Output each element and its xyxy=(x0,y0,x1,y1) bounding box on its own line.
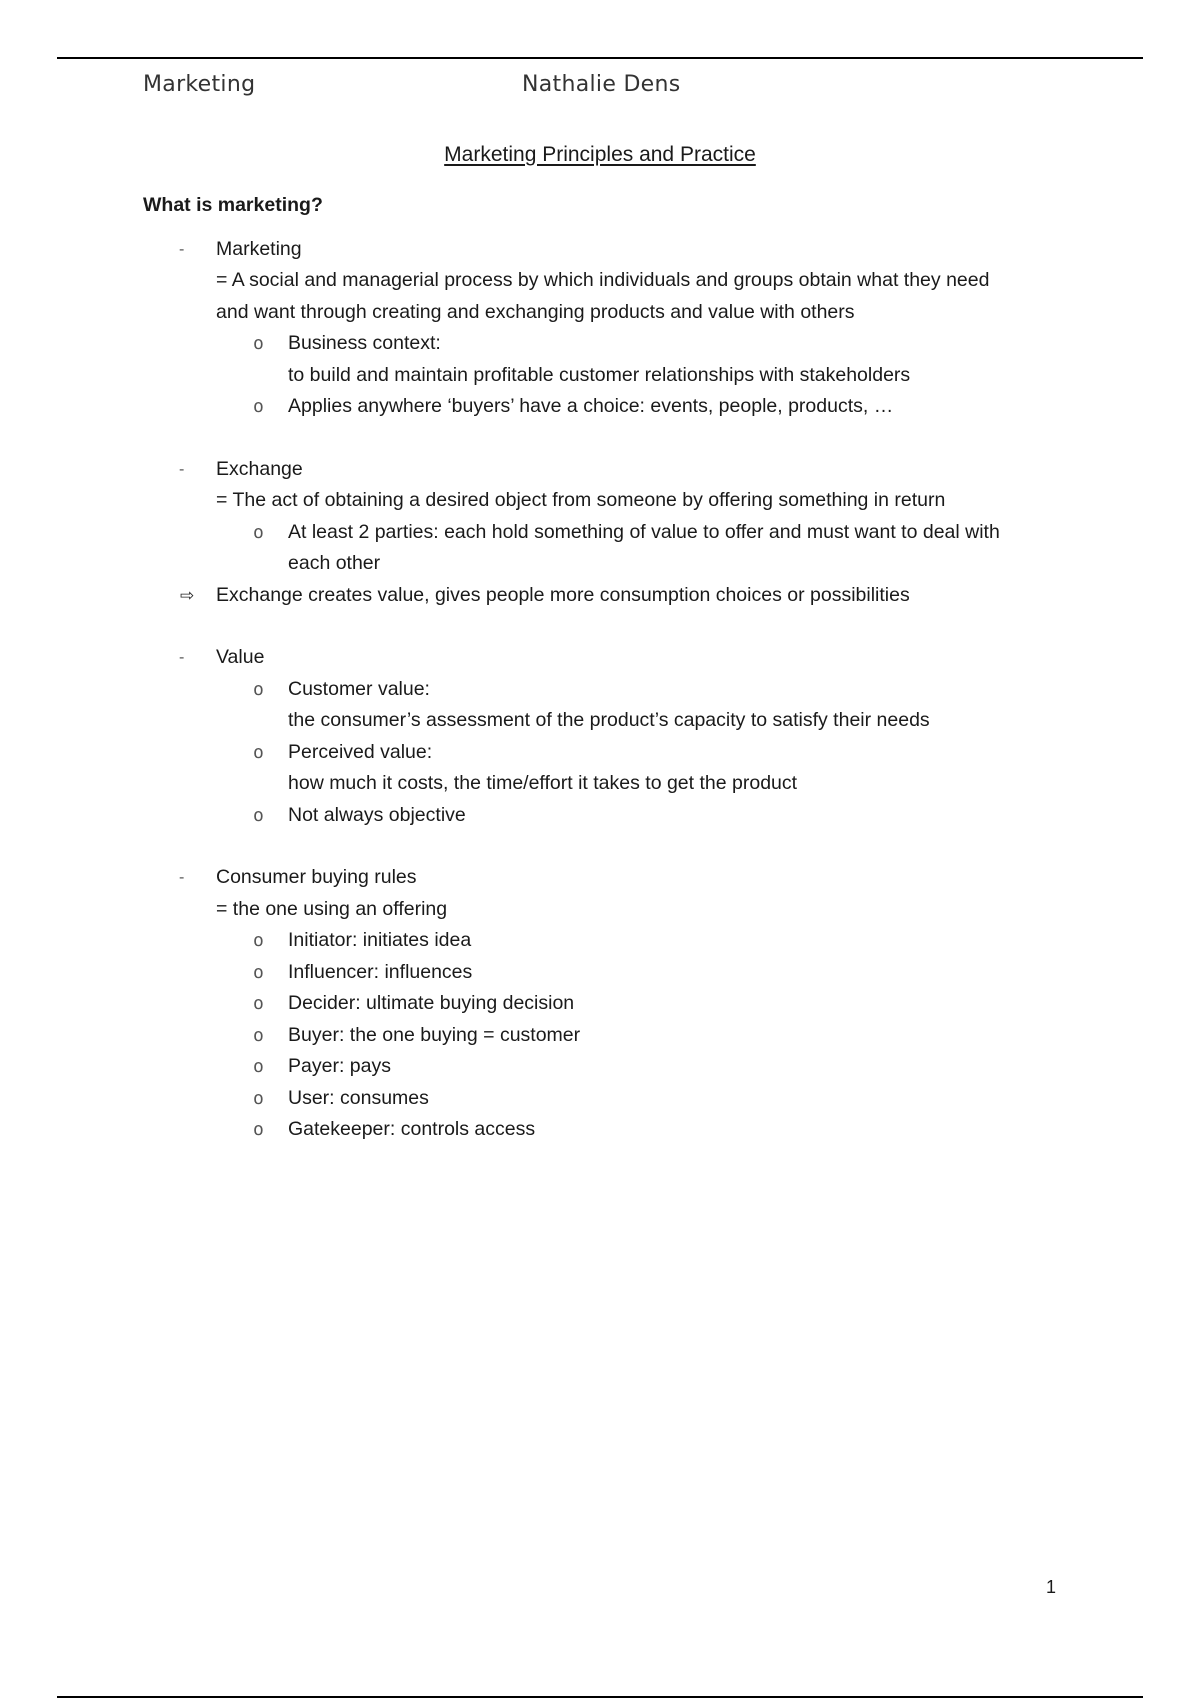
circle-bullet-icon: o xyxy=(253,1119,264,1140)
sub-list xyxy=(143,925,1083,1146)
arrow-right-icon: ⇨ xyxy=(180,585,195,605)
item-text: Initiator: initiates idea xyxy=(288,929,472,951)
circle-bullet-icon: o xyxy=(253,993,264,1014)
list-item xyxy=(216,517,1083,549)
sub-list xyxy=(143,674,1083,832)
list-item xyxy=(216,328,1083,360)
document-title: Marketing Principles and Practice xyxy=(444,143,756,166)
circle-bullet-icon: o xyxy=(253,961,264,983)
conclusion xyxy=(143,580,1083,612)
spacer xyxy=(143,831,1083,862)
list-item xyxy=(216,800,1083,832)
page-number: 1 xyxy=(1046,1577,1057,1597)
item-text: Applies anywhere ‘buyers’ have a choice: events, people, products, … xyxy=(288,395,894,417)
item-text: Business context: xyxy=(288,332,441,354)
term-label: Value xyxy=(216,646,265,668)
circle-bullet-icon: o xyxy=(253,804,264,826)
list-item xyxy=(216,957,1083,989)
header-rule xyxy=(57,57,1143,59)
item-text: At least 2 parties: each hold something of value to offer and must want to deal with xyxy=(288,520,1000,543)
term-exchange xyxy=(143,454,1083,486)
list-item xyxy=(216,1051,1083,1083)
definition-line: = The act of obtaining a desired object from someone by offering something in return xyxy=(216,489,946,511)
term-consumer-buying-rules xyxy=(143,862,1083,894)
document-body xyxy=(143,190,1083,1146)
item-continuation: each other xyxy=(288,552,381,574)
circle-bullet-icon: o xyxy=(253,396,264,417)
dash-bullet-icon: - xyxy=(179,869,185,886)
circle-bullet-icon: o xyxy=(253,521,264,543)
header-author: Nathalie Dens xyxy=(522,72,681,97)
circle-bullet-icon: o xyxy=(253,333,264,354)
item-text: Payer: pays xyxy=(288,1055,391,1077)
item-text: Buyer: the one buying = customer xyxy=(288,1023,581,1046)
sub-list xyxy=(143,328,1083,423)
sub-list xyxy=(143,517,1083,580)
list-item xyxy=(216,925,1083,957)
term-label: Exchange xyxy=(216,457,303,480)
spacer xyxy=(143,611,1083,642)
item-detail: to build and maintain profitable customer relationships with stakeholders xyxy=(288,363,911,386)
item-detail: how much it costs, the time/effort it takes to get the product xyxy=(288,772,798,794)
item-text: Not always objective xyxy=(288,803,466,826)
circle-bullet-icon: o xyxy=(253,1024,264,1046)
dash-bullet-icon: - xyxy=(179,240,185,258)
item-text: Decider: ultimate buying decision xyxy=(288,992,575,1014)
item-text: Customer value: xyxy=(288,677,430,700)
term-label: Marketing xyxy=(216,237,302,260)
conclusion-text: Exchange creates value, gives people more consumption choices or possibilities xyxy=(216,583,910,606)
definition-line: = the one using an offering xyxy=(216,897,448,920)
dash-bullet-icon: - xyxy=(179,460,185,478)
list-item xyxy=(216,674,1083,706)
list-item xyxy=(216,1114,1083,1146)
circle-bullet-icon: o xyxy=(253,1087,264,1109)
term-marketing xyxy=(143,234,1083,266)
circle-bullet-icon: o xyxy=(253,930,264,951)
definition-line: and want through creating and exchanging products and value with others xyxy=(216,300,855,323)
section-heading: What is marketing? xyxy=(143,194,323,216)
term-value xyxy=(143,642,1083,674)
item-detail: the consumer’s assessment of the product’s capacity to satisfy their needs xyxy=(288,709,930,731)
circle-bullet-icon: o xyxy=(253,741,264,763)
definition-line: = A social and managerial process by which individuals and groups obtain what they need xyxy=(216,269,990,291)
item-text: Perceived value: xyxy=(288,740,433,763)
header-course: Marketing xyxy=(143,72,256,97)
spacer xyxy=(143,423,1083,454)
footer-rule xyxy=(57,1696,1143,1698)
term-label: Consumer buying rules xyxy=(216,866,417,888)
circle-bullet-icon: o xyxy=(253,1056,264,1077)
list-item xyxy=(216,737,1083,769)
list-item xyxy=(216,1083,1083,1115)
list-item xyxy=(216,391,1083,423)
dash-bullet-icon: - xyxy=(179,649,185,666)
item-text: Influencer: influences xyxy=(288,960,473,983)
list-item xyxy=(216,1020,1083,1052)
item-text: Gatekeeper: controls access xyxy=(288,1118,536,1140)
list-item xyxy=(216,988,1083,1020)
circle-bullet-icon: o xyxy=(253,678,264,700)
item-text: User: consumes xyxy=(288,1086,429,1109)
